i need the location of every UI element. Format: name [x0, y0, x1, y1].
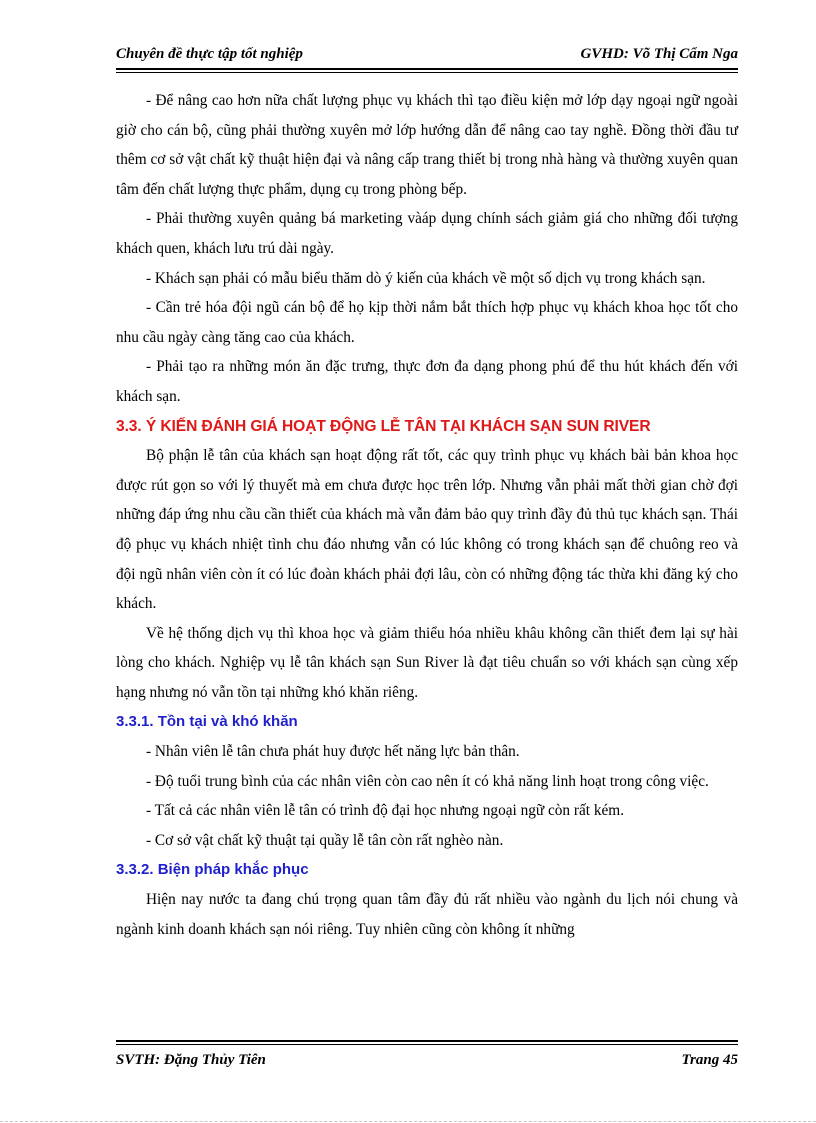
paragraph: - Để nâng cao hơn nữa chất lượng phục vụ khách thì tạo điều kiện mở lớp dạy ngoại ngữ ngoài giờ cho cán bộ, cũng phải thường xuyên mở lớp hướng dẫn để nâng cao tay nghề. Đồng thời đầu tư thêm cơ sở vật chất kỹ thuật hiện đại và nâng cấp trang thiết bị trong nhà hàng và thường xuyên quan tâm đến chất lượng thực phẩm, dụng cụ trong phòng bếp.: [116, 92, 738, 198]
paragraph: Hiện nay nước ta đang chú trọng quan tâm đầy đủ rất nhiều vào ngành du lịch nói chung và ngành kinh doanh khách sạn nói riêng. Tuy nhiên cũng còn không ít những: [116, 891, 738, 938]
subsection-heading: 3.3.1. Tồn tại và khó khăn: [116, 713, 298, 731]
page-edge-divider: [0, 1121, 816, 1122]
list-item: - Tất cả các nhân viên lễ tân có trình độ đại học nhưng ngoại ngữ còn rất kém.: [146, 802, 625, 820]
subsection-heading: 3.3.2. Biện pháp khắc phục: [116, 861, 309, 879]
paragraph: Bộ phận lễ tân của khách sạn hoạt động rất tốt, các quy trình phục vụ khách bài bản khoa học được rút gọn so với lý thuyết mà em chưa được học trên lớp. Nhưng vẫn phải mất thời gian chờ đợi những đáp ứng nhu cầu cần thiết của khách mà vẫn đảm bảo quy trình đầy đủ thủ tục khách sạn. Thái độ phục vụ khách nhiệt tình chu đáo nhưng vẫn có lúc không có trong khách sạn để chuông reo và đội ngũ nhân viên còn ít có lúc đoàn khách phải đợi lâu, còn có những động tác thừa khi đăng ký cho khách.: [116, 447, 738, 613]
header-rule: [116, 68, 738, 73]
header-supervisor: GVHD: Võ Thị Cẩm Nga: [580, 46, 738, 62]
list-item: - Cơ sở vật chất kỹ thuật tại quầy lễ tân còn rất nghèo nàn.: [146, 831, 504, 849]
page-header: [116, 44, 738, 68]
paragraph: Về hệ thống dịch vụ thì khoa học và giảm thiểu hóa nhiều khâu không cần thiết đem lại sự hài lòng cho khách. Nghiệp vụ lễ tân khách sạn Sun River là đạt tiêu chuẩn so với khách sạn cùng xếp hạng nhưng nó vẫn tồn tại những khó khăn riêng.: [116, 624, 738, 701]
paragraph: - Phải thường xuyên quảng bá marketing vàáp dụng chính sách giảm giá cho những đối tượng khách quen, khách lưu trú dài ngày.: [116, 210, 738, 257]
footer-rule: [116, 1040, 738, 1045]
page-footer: [116, 1050, 738, 1072]
paragraph: - Phải tạo ra những món ăn đặc trưng, thực đơn đa dạng phong phú để thu hút khách đến với khách sạn.: [116, 358, 738, 405]
paragraph: - Khách sạn phải có mẫu biểu thăm dò ý kiến của khách về một số dịch vụ trong khách sạn.: [146, 269, 706, 287]
header-course-title: Chuyên đề thực tập tốt nghiệp: [116, 46, 303, 62]
page-number: Trang 45: [681, 1052, 738, 1068]
footer-student: SVTH: Đặng Thủy Tiên: [116, 1052, 266, 1068]
page-body: [116, 86, 738, 944]
section-heading: 3.3. Ý KIẾN ĐÁNH GIÁ HOẠT ĐỘNG LỄ TÂN TẠI KHÁCH SẠN SUN RIVER: [116, 417, 651, 435]
list-item: - Độ tuổi trung bình của các nhân viên còn cao nên ít có khả năng linh hoạt trong công việc.: [146, 772, 709, 790]
paragraph: - Cần trẻ hóa đội ngũ cán bộ để họ kịp thời nắm bắt thích hợp phục vụ khách khoa học tốt cho nhu cầu ngày càng tăng cao của khách.: [116, 299, 738, 346]
list-item: - Nhân viên lễ tân chưa phát huy được hết năng lực bản thân.: [146, 743, 520, 761]
